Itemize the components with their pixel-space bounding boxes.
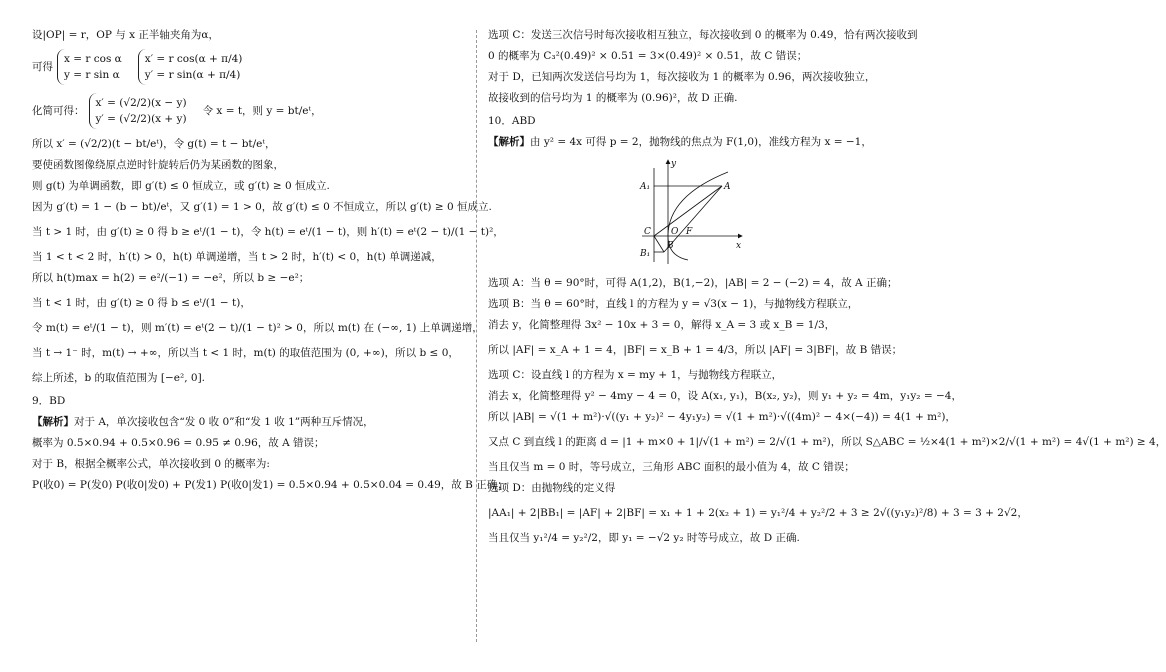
label-x: x [736,241,742,251]
text-line: 当 t > 1 时，由 g′(t) ≥ 0 得 b ≥ eᵗ/(1 − t)，令 h(t) = eᵗ/(1 − t)，则 h′(t) = eᵗ(2 − t)/(1 − t)²， [32,226,504,238]
text-line: 当 1 < t < 2 时，h′(t) > 0，h(t) 单调递增，当 t > 2 时，h′(t) < 0，h(t) 单调递减， [32,251,442,263]
brace-system [138,49,249,85]
text-line: 消去 x，化简整理得 y² − 4my − 4 = 0，设 A(x₁, y₁)，B(x₂, y₂)，则 y₁ + y₂ = 4m，y₁y₂ = −4， [488,390,962,402]
text-line: 所以 h(t)max = h(2) = e²/(−1) = −e²，所以 b ≥ −e²； [32,272,310,284]
question-number: 10．ABD [488,115,536,127]
text-line: 所以 x′ = (√2/2)(t − bt/eᵗ)，令 g(t) = t − bt/eᵗ， [32,138,276,150]
label-O: O [671,227,679,237]
text-line: 所以 |AB| = √(1 + m²)·√((y₁ + y₂)² − 4y₁y₂) = √(1 + m²)·√((4m)² − 4×(−4)) = 4(1 + m²)， [488,411,956,423]
equation: y′ = r sin(α + π/4) [144,69,241,81]
text-line: |AA₁| + 2|BB₁| = |AF| + 2|BF| = x₁ + 1 + 2(x₂ + 1) = y₁²/4 + y₂²/2 + 3 ≥ 2√((y₁y₂)²/8) + 3 = 3 + 2√2， [488,507,1028,519]
text-line: 对于 D，已知两次发送信号均为 1，每次接收为 1 的概率为 0.96，两次接收独立， [488,71,876,83]
equation-system-polar [32,49,452,85]
label-B: B [667,241,674,251]
analysis-tag: 【解析】 [32,416,74,428]
text-line: 当 t → 1⁻ 时，m(t) → +∞，所以当 t < 1 时，m(t) 的取值范围为 (0, +∞)，所以 b ≤ 0， [32,347,459,359]
text-line: 则 g(t) 为单调函数，即 g′(t) ≤ 0 恒成立，或 g′(t) ≥ 0 恒成立. [32,180,330,192]
equation: x′ = r cos(α + π/4) [144,53,243,65]
label-C: C [644,227,651,237]
text-line: 当 t < 1 时，由 g′(t) ≥ 0 得 b ≤ eᵗ/(1 − t)， [32,297,251,309]
text-line: P(收0) = P(发0) P(收0|发0) + P(发1) P(收0|发1) = 0.5×0.94 + 0.5×0.04 = 0.49，故 B 正确； [32,479,508,491]
label-B1: B₁ [640,249,651,259]
text-line: 设|OP| = r，OP 与 x 正半轴夹角为α， [32,29,219,41]
analysis-text: 对于 A，单次接收包含“发 0 收 0”和“发 1 收 1”两种互斥情况， [74,416,374,428]
label-F: F [686,227,693,237]
brace-system [57,49,128,85]
text-line: 选项 D：由抛物线的定义得 [488,482,616,494]
right-column [488,28,1166,662]
question-number: 9．BD [32,395,66,407]
label-A1: A₁ [640,182,651,192]
text-line: 当且仅当 m = 0 时，等号成立，三角形 ABC 面积的最小值为 4，故 C 错误； [488,461,855,473]
text-line: 令 m(t) = eᵗ/(1 − t)，则 m′(t) = eᵗ(2 − t)/(1 − t)² > 0，所以 m(t) 在 (−∞, 1) 上单调递增， [32,322,483,334]
text-line: 消去 y，化简整理得 3x² − 10x + 3 = 0，解得 x_A = 3 或 x_B = 1/3， [488,319,836,331]
segment-CB [654,236,664,252]
column-divider [476,30,477,642]
text-line: 概率为 0.5×0.94 + 0.5×0.96 = 0.95 ≠ 0.96，故 A 错误； [32,437,325,449]
parabola-diagram [638,156,748,268]
analysis-line [488,135,928,150]
analysis-tag: 【解析】 [488,136,530,148]
parabola-curve [668,172,728,260]
text-line: 所以 |AF| = x_A + 1 = 4，|BF| = x_B + 1 = 4/3，所以 |AF| = 3|BF|，故 B 错误； [488,344,903,356]
text-line: 因为 g′(t) = 1 − (b − bt)/eᵗ，又 g′(1) = 1 > 0，故 g′(t) ≤ 0 不恒成立，所以 g′(t) ≥ 0 恒成立. [32,201,492,213]
text-line: 选项 C：设直线 l 的方程为 x = my + 1，与抛物线方程联立， [488,369,783,381]
equation: x′ = (√2/2)(x − y) [95,97,187,109]
label-y: y [671,159,677,169]
left-column [32,28,508,662]
parabola-figure [638,156,928,268]
equation: x = r cos α [64,53,122,65]
text-line: 当且仅当 y₁²/4 = y₂²/2，即 y₁ = −√2 y₂ 时等号成立，故 D 正确. [488,532,800,544]
equation-system-simplified [32,93,452,129]
text-line: 0 的概率为 C₃²(0.49)² × 0.51 = 3×(0.49)² × 0.51，故 C 错误； [488,50,808,62]
text-line: 选项 B：当 θ = 60°时，直线 l 的方程为 y = √3(x − 1)，与抛物线方程联立， [488,298,859,310]
text-line: 又点 C 到直线 l 的距离 d = |1 + m×0 + 1|/√(1 + m²) = 2/√(1 + m²)，所以 S△ABC = ½×4(1 + m²)×2/√(1 + m²) = 4√(1 + m²) ≥ 4， [488,436,1166,448]
equation-tail: 令 x = t，则 y = bt/eᵗ， [202,104,322,117]
text-line: 选项 C：发送三次信号时每次接收相互独立，每次接收到 0 的概率为 0.49，恰有两次接收到 [488,29,918,41]
text-line: 要使函数图像绕原点逆时针旋转后仍为某函数的图象， [32,159,284,171]
text-line: 对于 B，根据全概率公式，单次接收到 0 的概率为: [32,458,270,470]
equation: y = r sin α [64,69,120,81]
equation-label: 化简可得： [32,104,85,117]
text-line: 综上所述，b 的取值范围为 [−e², 0]. [32,372,206,384]
equation: y′ = (√2/2)(x + y) [95,113,187,125]
text-line: 选项 A：当 θ = 90°时，可得 A(1,2)，B(1,−2)，|AB| = 2 − (−2) = 4，故 A 正确； [488,277,898,289]
analysis-line [32,415,452,430]
analysis-text: 由 y² = 4x 可得 p = 2，抛物线的焦点为 F(1,0)，准线方程为 x = −1， [530,136,872,148]
brace-system [89,93,193,129]
label-A: A [724,182,731,192]
equation-label: 可得 [32,60,53,73]
text-line: 故接收到的信号均为 1 的概率为 (0.96)²，故 D 正确. [488,92,738,104]
